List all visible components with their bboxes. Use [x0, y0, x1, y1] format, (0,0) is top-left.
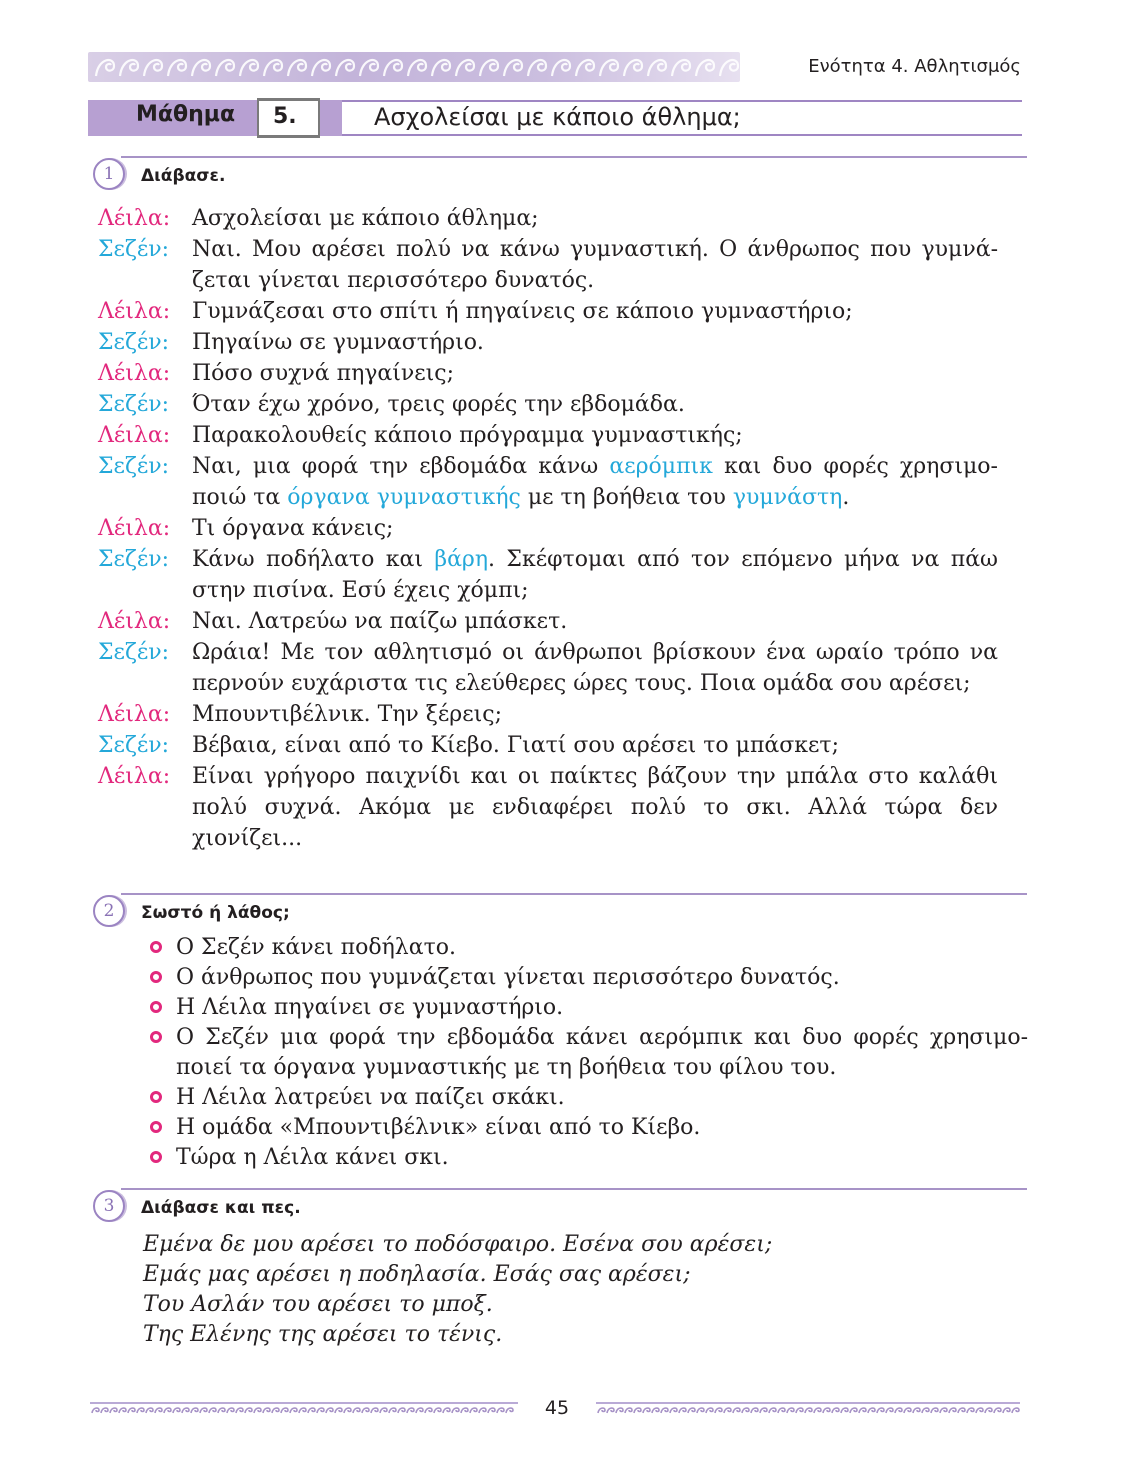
speaker-name: Λέιλα:: [98, 361, 171, 386]
utterance-text: Βέβαια, είναι από το Κίεβο. Γιατί σου αρέσει το μπάσκετ;: [192, 733, 840, 758]
utterance-text: .: [842, 485, 850, 510]
section-rule: [121, 1188, 1027, 1190]
dialogue-line: [98, 699, 1008, 730]
dialogue-line: [98, 730, 1008, 761]
utterance-text: Ναι. Λατρεύω να παίζω μπάσκετ.: [192, 609, 568, 634]
statement-text: Ο Σεζέν μια φορά την εβδομάδα κάνει αερόμπικ και δυο φορές χρησιμοποιεί τα όργανα γυμναστικής με τη βοήθεια του φίλου του.: [176, 1025, 1028, 1080]
dialogue-line: [98, 203, 1008, 234]
statement-text: Ο άνθρωπος που γυμνάζεται γίνεται περισσότερο δυνατός.: [176, 965, 840, 990]
dialogue-line: [98, 234, 1008, 296]
speaker-name: Σεζέν:: [98, 237, 170, 262]
dialogue-line: [98, 761, 1008, 854]
utterance-text: με τη βοήθεια του: [520, 485, 733, 510]
example-sentence: Της Ελένης της αρέσει το τένις.: [143, 1322, 503, 1347]
speaker-name: Λέιλα:: [98, 764, 171, 789]
section-number: 1: [103, 164, 115, 184]
circle-bullet-icon: [150, 1001, 162, 1013]
utterance: [192, 730, 998, 761]
dialogue-line: [98, 451, 1008, 513]
highlighted-term: όργανα γυμναστικής: [287, 485, 521, 510]
circle-bullet-icon: [150, 971, 162, 983]
utterance-text: Ασχολείσαι με κάποιο άθλημα;: [192, 206, 539, 231]
statement-text: Η Λέιλα λατρεύει να παίζει σκάκι.: [176, 1085, 565, 1110]
utterance-text: Παρακολουθείς κάποιο πρόγραμμα γυμναστικής;: [192, 423, 743, 448]
list-item: [148, 1113, 1028, 1143]
utterance: [192, 389, 998, 420]
statement-text: Τώρα η Λέιλα κάνει σκι.: [176, 1145, 449, 1170]
speaker-name: Λέιλα:: [98, 702, 171, 727]
utterance: [192, 420, 998, 451]
utterance-text: Κάνω ποδήλατο και: [192, 547, 435, 572]
section-number-circle: [93, 1190, 125, 1222]
section-title: Διάβασε και πες.: [141, 1198, 301, 1218]
divider: [342, 134, 1022, 136]
utterance-text: Πόσο συχνά πηγαίνεις;: [192, 361, 455, 386]
speaker-name: Σεζέν:: [98, 330, 170, 355]
speaker-name: Σεζέν:: [98, 547, 170, 572]
speaker-name: Λέιλα:: [98, 423, 171, 448]
utterance: [192, 234, 998, 296]
speaker-name: Λέιλα:: [98, 299, 171, 324]
example-sentences: [143, 1230, 943, 1350]
statement-text: Η ομάδα «Μπουντιβέλνικ» είναι από το Κίεβο.: [176, 1115, 701, 1140]
footer-ornament-left: [90, 1402, 518, 1416]
lesson-number: 5.: [273, 104, 297, 129]
utterance: [192, 699, 998, 730]
utterance-text: Ναι. Μου αρέσει πολύ να κάνω γυμναστική. Ο άνθρωπος που γυμνάζεται γίνεται περισσότερο δυνατός.: [192, 237, 998, 293]
utterance-text: Πηγαίνω σε γυμναστήριο.: [192, 330, 484, 355]
speaker-name: Σεζέν:: [98, 454, 170, 479]
dialogue-line: [98, 327, 1008, 358]
utterance: [192, 606, 998, 637]
section-number: 3: [103, 1196, 115, 1216]
circle-bullet-icon: [150, 1091, 162, 1103]
utterance-text: Τι όργανα κάνεις;: [192, 516, 394, 541]
utterance: [192, 637, 998, 699]
page-number: 45: [544, 1397, 570, 1419]
circle-bullet-icon: [150, 1031, 162, 1043]
statement-text: Η Λέιλα πηγαίνει σε γυμναστήριο.: [176, 995, 564, 1020]
circle-bullet-icon: [150, 941, 162, 953]
speaker-name: Λέιλα:: [98, 609, 171, 634]
statement-text: Ο Σεζέν κάνει ποδήλατο.: [176, 935, 457, 960]
section-number: 2: [103, 901, 115, 921]
lesson-header: [88, 98, 1022, 138]
utterance-text: Ωράια! Με τον αθλητισμό οι άνθρωποι βρίσκουν ένα ωραίο τρόπο να περνούν ευχάριστα τις ελεύθερες ώρες τους. Ποια ομάδα σου αρέσει;: [192, 640, 998, 696]
unit-title: Ενότητα 4. Αθλητισμός: [808, 56, 1021, 77]
section-2-header: [93, 893, 1027, 927]
circle-bullet-icon: [150, 1151, 162, 1163]
true-false-list: [148, 933, 1028, 1173]
utterance: [192, 761, 998, 854]
list-item: [148, 1083, 1028, 1113]
utterance-text: Μπουντιβέλνικ. Την ξέρεις;: [192, 702, 502, 727]
example-sentence: Εμένα δε μου αρέσει το ποδόσφαιρο. Εσένα σου αρέσει;: [143, 1232, 773, 1257]
section-title: Διάβασε.: [141, 166, 226, 186]
highlighted-term: αερόμπικ: [609, 454, 713, 479]
section-rule: [121, 893, 1027, 895]
dialogue-line: [98, 389, 1008, 420]
speaker-name: Λέιλα:: [98, 206, 171, 231]
dialogue-line: [98, 544, 1008, 606]
list-item: [148, 963, 1028, 993]
utterance: [192, 544, 998, 606]
example-sentence: Του Ασλάν του αρέσει το μποξ.: [143, 1292, 493, 1317]
utterance: [192, 513, 998, 544]
lesson-word: Μάθημα: [136, 102, 236, 127]
section-number-circle: [93, 895, 125, 927]
dialogue-line: [98, 296, 1008, 327]
dialogue-line: [98, 513, 1008, 544]
divider: [342, 100, 1022, 102]
lesson-strip: [320, 100, 342, 136]
lesson-title: Ασχολείσαι με κάποιο άθλημα;: [374, 103, 741, 131]
section-number-circle: [93, 158, 125, 190]
utterance-text: Είναι γρήγορο παιχνίδι και οι παίκτες βάζουν την μπάλα στο καλάθι πολύ συχνά. Ακόμα με ενδιαφέρει πολύ το σκι. Αλλά τώρα δεν χιονίζει...: [192, 764, 998, 851]
utterance-text: . Σκέφτομαι από τον επόμενο μήνα να πάω στην πισίνα. Εσύ έχεις χόμπι;: [192, 547, 998, 603]
dialogue-line: [98, 358, 1008, 389]
highlighted-term: γυμνάστη: [732, 485, 843, 510]
section-title: Σωστό ή λάθος;: [141, 903, 290, 923]
dialogue-line: [98, 606, 1008, 637]
list-item: [148, 1143, 1028, 1173]
utterance: [192, 358, 998, 389]
list-item: [148, 1023, 1028, 1083]
speaker-name: Λέιλα:: [98, 516, 171, 541]
wave-ornament-icon: [88, 52, 740, 82]
speaker-name: Σεζέν:: [98, 733, 170, 758]
list-item: [148, 993, 1028, 1023]
circle-bullet-icon: [150, 1121, 162, 1133]
speaker-name: Σεζέν:: [98, 392, 170, 417]
example-sentence: Εμάς μας αρέσει η ποδηλασία. Εσάς σας αρέσει;: [143, 1262, 691, 1287]
speaker-name: Σεζέν:: [98, 640, 170, 665]
dialogue-line: [98, 637, 1008, 699]
utterance: [192, 203, 998, 234]
utterance: [192, 296, 998, 327]
utterance-text: Ναι, μια φορά την εβδομάδα κάνω: [192, 454, 610, 479]
dialogue-line: [98, 420, 1008, 451]
utterance: [192, 327, 998, 358]
utterance-text: Γυμνάζεσαι στο σπίτι ή πηγαίνεις σε κάποιο γυμναστήριο;: [192, 299, 853, 324]
utterance-text: και δυο φορές χρησιμοποιώ τα: [192, 454, 998, 510]
list-item: [148, 933, 1028, 963]
highlighted-term: βάρη: [434, 547, 489, 572]
utterance-text: Όταν έχω χρόνο, τρεις φορές την εβδομάδα.: [192, 392, 685, 417]
footer-ornament-right: [596, 1402, 1020, 1416]
section-3-header: [93, 1188, 1027, 1222]
section-1-header: [93, 156, 1027, 190]
lesson-number-box: [257, 98, 320, 138]
dialogue: [98, 203, 1008, 854]
section-rule: [121, 156, 1027, 158]
utterance: [192, 451, 998, 513]
